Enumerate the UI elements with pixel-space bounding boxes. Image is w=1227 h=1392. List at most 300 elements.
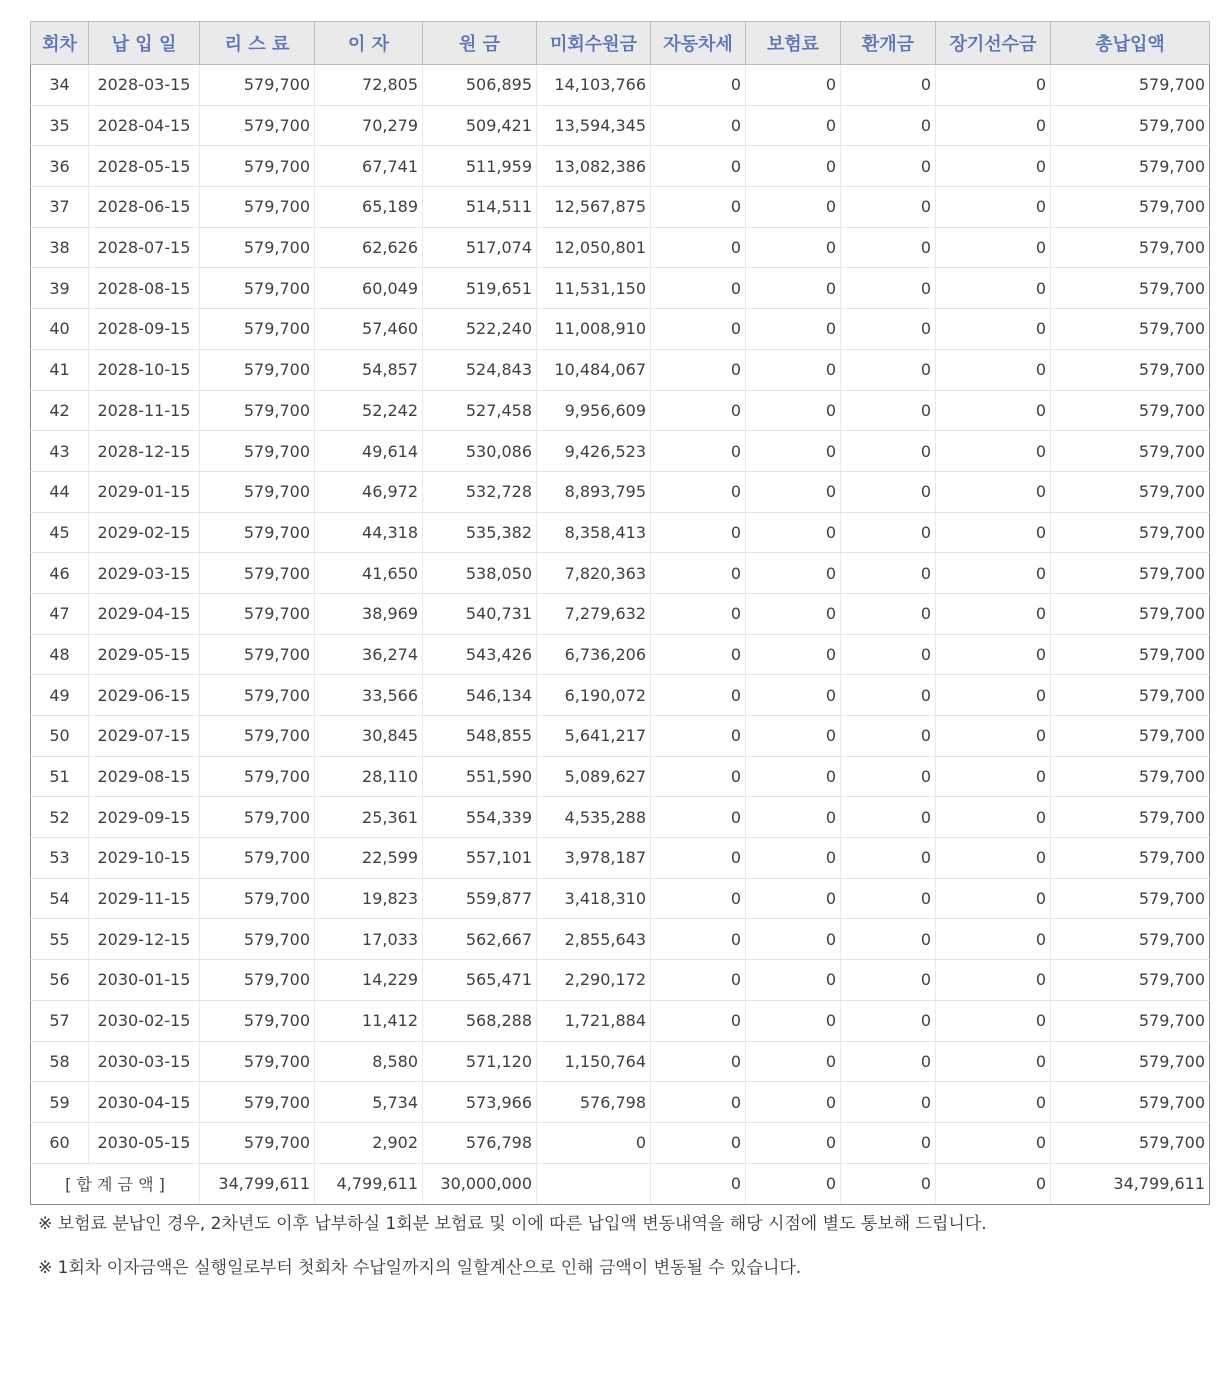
principal-cell: 530,086	[423, 431, 537, 472]
interest-cell: 46,972	[315, 471, 423, 512]
total-payment-cell: 579,700	[1051, 960, 1210, 1001]
total-outstanding	[537, 1163, 651, 1204]
lease-fee-cell: 579,700	[200, 756, 315, 797]
interest-cell: 65,189	[315, 187, 423, 228]
lease-fee-cell: 579,700	[200, 390, 315, 431]
car-tax-cell: 0	[651, 838, 746, 879]
advance-cell: 0	[936, 1122, 1051, 1163]
insurance-cell: 0	[746, 838, 841, 879]
outstanding-cell: 12,567,875	[537, 187, 651, 228]
principal-cell: 546,134	[423, 675, 537, 716]
due-date-cell: 2028-12-15	[89, 431, 200, 472]
table-row	[31, 1122, 1210, 1163]
lease-fee-cell: 579,700	[200, 593, 315, 634]
car-tax-cell: 0	[651, 431, 746, 472]
interest-cell: 49,614	[315, 431, 423, 472]
table-row	[31, 268, 1210, 309]
lease-fee-cell: 579,700	[200, 797, 315, 838]
lease-fee-cell: 579,700	[200, 309, 315, 350]
total-principal: 30,000,000	[423, 1163, 537, 1204]
interest-cell: 8,580	[315, 1041, 423, 1082]
refund-cell: 0	[841, 431, 936, 472]
insurance-cell: 0	[746, 1122, 841, 1163]
car-tax-cell: 0	[651, 309, 746, 350]
due-date-cell: 2029-01-15	[89, 471, 200, 512]
total-payment-cell: 579,700	[1051, 553, 1210, 594]
advance-cell: 0	[936, 105, 1051, 146]
outstanding-cell: 8,893,795	[537, 471, 651, 512]
outstanding-cell: 9,956,609	[537, 390, 651, 431]
lease-fee-cell: 579,700	[200, 512, 315, 553]
insurance-cell: 0	[746, 268, 841, 309]
table-footer	[31, 1163, 1210, 1204]
installment-cell: 51	[31, 756, 89, 797]
column-header: 납 입 일	[89, 22, 200, 65]
total-payment-cell: 579,700	[1051, 390, 1210, 431]
interest-cell: 19,823	[315, 878, 423, 919]
installment-cell: 43	[31, 431, 89, 472]
interest-cell: 36,274	[315, 634, 423, 675]
due-date-cell: 2028-05-15	[89, 146, 200, 187]
refund-cell: 0	[841, 634, 936, 675]
table-row	[31, 431, 1210, 472]
lease-fee-cell: 579,700	[200, 878, 315, 919]
table-header	[31, 22, 1210, 65]
total-payment-cell: 579,700	[1051, 268, 1210, 309]
total-payment-cell: 579,700	[1051, 1041, 1210, 1082]
lease-fee-cell: 579,700	[200, 716, 315, 757]
car-tax-cell: 0	[651, 227, 746, 268]
interest-cell: 72,805	[315, 65, 423, 106]
installment-cell: 38	[31, 227, 89, 268]
total-payment-cell: 579,700	[1051, 146, 1210, 187]
table-row	[31, 1082, 1210, 1123]
refund-cell: 0	[841, 553, 936, 594]
outstanding-cell: 5,641,217	[537, 716, 651, 757]
outstanding-cell: 3,978,187	[537, 838, 651, 879]
due-date-cell: 2029-11-15	[89, 878, 200, 919]
advance-cell: 0	[936, 512, 1051, 553]
car-tax-cell: 0	[651, 390, 746, 431]
lease-fee-cell: 579,700	[200, 1000, 315, 1041]
lease-fee-cell: 579,700	[200, 105, 315, 146]
advance-cell: 0	[936, 756, 1051, 797]
insurance-cell: 0	[746, 431, 841, 472]
principal-cell: 543,426	[423, 634, 537, 675]
lease-fee-cell: 579,700	[200, 838, 315, 879]
installment-cell: 35	[31, 105, 89, 146]
due-date-cell: 2030-02-15	[89, 1000, 200, 1041]
insurance-cell: 0	[746, 227, 841, 268]
refund-cell: 0	[841, 309, 936, 350]
interest-cell: 54,857	[315, 349, 423, 390]
column-header: 원 금	[423, 22, 537, 65]
advance-cell: 0	[936, 838, 1051, 879]
principal-cell: 568,288	[423, 1000, 537, 1041]
insurance-cell: 0	[746, 309, 841, 350]
car-tax-cell: 0	[651, 553, 746, 594]
advance-cell: 0	[936, 1041, 1051, 1082]
outstanding-cell: 12,050,801	[537, 227, 651, 268]
advance-cell: 0	[936, 309, 1051, 350]
outstanding-cell: 4,535,288	[537, 797, 651, 838]
refund-cell: 0	[841, 146, 936, 187]
principal-cell: 532,728	[423, 471, 537, 512]
refund-cell: 0	[841, 268, 936, 309]
outstanding-cell: 8,358,413	[537, 512, 651, 553]
interest-cell: 62,626	[315, 227, 423, 268]
outstanding-cell: 6,736,206	[537, 634, 651, 675]
advance-cell: 0	[936, 797, 1051, 838]
principal-cell: 559,877	[423, 878, 537, 919]
car-tax-cell: 0	[651, 1000, 746, 1041]
outstanding-cell: 9,426,523	[537, 431, 651, 472]
car-tax-cell: 0	[651, 634, 746, 675]
outstanding-cell: 3,418,310	[537, 878, 651, 919]
refund-cell: 0	[841, 593, 936, 634]
lease-fee-cell: 579,700	[200, 146, 315, 187]
installment-cell: 36	[31, 146, 89, 187]
total-payment-cell: 579,700	[1051, 1082, 1210, 1123]
advance-cell: 0	[936, 878, 1051, 919]
car-tax-cell: 0	[651, 146, 746, 187]
outstanding-cell: 5,089,627	[537, 756, 651, 797]
insurance-cell: 0	[746, 105, 841, 146]
principal-cell: 573,966	[423, 1082, 537, 1123]
table-row	[31, 675, 1210, 716]
interest-cell: 57,460	[315, 309, 423, 350]
total-row	[31, 1163, 1210, 1204]
total-payment-cell: 579,700	[1051, 797, 1210, 838]
outstanding-cell: 7,279,632	[537, 593, 651, 634]
advance-cell: 0	[936, 187, 1051, 228]
advance-cell: 0	[936, 390, 1051, 431]
refund-cell: 0	[841, 1000, 936, 1041]
column-header: 이 자	[315, 22, 423, 65]
column-header: 자동차세	[651, 22, 746, 65]
due-date-cell: 2029-07-15	[89, 716, 200, 757]
principal-cell: 524,843	[423, 349, 537, 390]
insurance-cell: 0	[746, 593, 841, 634]
car-tax-cell: 0	[651, 65, 746, 106]
table-row	[31, 634, 1210, 675]
table-row	[31, 1041, 1210, 1082]
principal-cell: 509,421	[423, 105, 537, 146]
total-label: [ 합 계 금 액 ]	[31, 1163, 200, 1204]
interest-cell: 67,741	[315, 146, 423, 187]
advance-cell: 0	[936, 716, 1051, 757]
insurance-cell: 0	[746, 512, 841, 553]
principal-cell: 562,667	[423, 919, 537, 960]
refund-cell: 0	[841, 187, 936, 228]
interest-cell: 28,110	[315, 756, 423, 797]
insurance-cell: 0	[746, 65, 841, 106]
outstanding-cell: 1,150,764	[537, 1041, 651, 1082]
total-payment: 34,799,611	[1051, 1163, 1210, 1204]
table-row	[31, 105, 1210, 146]
advance-cell: 0	[936, 919, 1051, 960]
table-row	[31, 146, 1210, 187]
due-date-cell: 2029-05-15	[89, 634, 200, 675]
refund-cell: 0	[841, 675, 936, 716]
column-header: 미회수원금	[537, 22, 651, 65]
total-payment-cell: 579,700	[1051, 431, 1210, 472]
advance-cell: 0	[936, 227, 1051, 268]
total-payment-cell: 579,700	[1051, 675, 1210, 716]
table-row	[31, 878, 1210, 919]
column-header: 보험료	[746, 22, 841, 65]
car-tax-cell: 0	[651, 797, 746, 838]
interest-cell: 5,734	[315, 1082, 423, 1123]
car-tax-cell: 0	[651, 593, 746, 634]
outstanding-cell: 1,721,884	[537, 1000, 651, 1041]
car-tax-cell: 0	[651, 105, 746, 146]
total-payment-cell: 579,700	[1051, 187, 1210, 228]
total-payment-cell: 579,700	[1051, 349, 1210, 390]
due-date-cell: 2028-11-15	[89, 390, 200, 431]
outstanding-cell: 2,855,643	[537, 919, 651, 960]
refund-cell: 0	[841, 471, 936, 512]
installment-cell: 54	[31, 878, 89, 919]
advance-cell: 0	[936, 675, 1051, 716]
car-tax-cell: 0	[651, 512, 746, 553]
insurance-cell: 0	[746, 919, 841, 960]
total-payment-cell: 579,700	[1051, 512, 1210, 553]
car-tax-cell: 0	[651, 1041, 746, 1082]
interest-cell: 11,412	[315, 1000, 423, 1041]
principal-cell: 538,050	[423, 553, 537, 594]
lease-fee-cell: 579,700	[200, 960, 315, 1001]
refund-cell: 0	[841, 878, 936, 919]
table-row	[31, 512, 1210, 553]
insurance-cell: 0	[746, 390, 841, 431]
installment-cell: 40	[31, 309, 89, 350]
advance-cell: 0	[936, 1082, 1051, 1123]
interest-cell: 33,566	[315, 675, 423, 716]
table-row	[31, 349, 1210, 390]
principal-cell: 519,651	[423, 268, 537, 309]
total-payment-cell: 579,700	[1051, 919, 1210, 960]
table-row	[31, 65, 1210, 106]
due-date-cell: 2029-02-15	[89, 512, 200, 553]
insurance-cell: 0	[746, 675, 841, 716]
installment-cell: 50	[31, 716, 89, 757]
due-date-cell: 2029-03-15	[89, 553, 200, 594]
insurance-cell: 0	[746, 716, 841, 757]
insurance-cell: 0	[746, 187, 841, 228]
principal-cell: 511,959	[423, 146, 537, 187]
lease-fee-cell: 579,700	[200, 65, 315, 106]
due-date-cell: 2029-06-15	[89, 675, 200, 716]
installment-cell: 53	[31, 838, 89, 879]
refund-cell: 0	[841, 919, 936, 960]
installment-cell: 42	[31, 390, 89, 431]
interest-cell: 14,229	[315, 960, 423, 1001]
installment-cell: 41	[31, 349, 89, 390]
interest-cell: 41,650	[315, 553, 423, 594]
lease-fee-cell: 579,700	[200, 634, 315, 675]
insurance-cell: 0	[746, 1041, 841, 1082]
total-payment-cell: 579,700	[1051, 227, 1210, 268]
column-header: 리 스 료	[200, 22, 315, 65]
lease-fee-cell: 579,700	[200, 187, 315, 228]
due-date-cell: 2028-09-15	[89, 309, 200, 350]
outstanding-cell: 11,008,910	[537, 309, 651, 350]
total-lease-fee: 34,799,611	[200, 1163, 315, 1204]
advance-cell: 0	[936, 471, 1051, 512]
insurance-cell: 0	[746, 756, 841, 797]
table-row	[31, 756, 1210, 797]
due-date-cell: 2030-04-15	[89, 1082, 200, 1123]
advance-cell: 0	[936, 349, 1051, 390]
installment-cell: 34	[31, 65, 89, 106]
car-tax-cell: 0	[651, 716, 746, 757]
principal-cell: 557,101	[423, 838, 537, 879]
refund-cell: 0	[841, 960, 936, 1001]
installment-cell: 39	[31, 268, 89, 309]
car-tax-cell: 0	[651, 187, 746, 228]
lease-fee-cell: 579,700	[200, 431, 315, 472]
principal-cell: 522,240	[423, 309, 537, 350]
interest-cell: 30,845	[315, 716, 423, 757]
payment-schedule	[30, 21, 1209, 1205]
insurance-cell: 0	[746, 797, 841, 838]
refund-cell: 0	[841, 1122, 936, 1163]
total-payment-cell: 579,700	[1051, 1000, 1210, 1041]
lease-fee-cell: 579,700	[200, 349, 315, 390]
due-date-cell: 2028-07-15	[89, 227, 200, 268]
header-row	[31, 22, 1210, 65]
due-date-cell: 2028-08-15	[89, 268, 200, 309]
advance-cell: 0	[936, 146, 1051, 187]
table-row	[31, 553, 1210, 594]
due-date-cell: 2030-03-15	[89, 1041, 200, 1082]
due-date-cell: 2030-01-15	[89, 960, 200, 1001]
installment-cell: 48	[31, 634, 89, 675]
outstanding-cell: 6,190,072	[537, 675, 651, 716]
lease-fee-cell: 579,700	[200, 553, 315, 594]
total-refund: 0	[841, 1163, 936, 1204]
total-payment-cell: 579,700	[1051, 105, 1210, 146]
total-payment-cell: 579,700	[1051, 471, 1210, 512]
lease-fee-cell: 579,700	[200, 919, 315, 960]
interest-cell: 44,318	[315, 512, 423, 553]
due-date-cell: 2028-03-15	[89, 65, 200, 106]
advance-cell: 0	[936, 65, 1051, 106]
due-date-cell: 2029-09-15	[89, 797, 200, 838]
column-header: 장기선수금	[936, 22, 1051, 65]
installment-cell: 57	[31, 1000, 89, 1041]
advance-cell: 0	[936, 553, 1051, 594]
insurance-cell: 0	[746, 553, 841, 594]
interest-cell: 17,033	[315, 919, 423, 960]
principal-cell: 554,339	[423, 797, 537, 838]
table-row	[31, 838, 1210, 879]
refund-cell: 0	[841, 756, 936, 797]
interest-cell: 25,361	[315, 797, 423, 838]
table-body	[31, 65, 1210, 1164]
principal-cell: 535,382	[423, 512, 537, 553]
advance-cell: 0	[936, 593, 1051, 634]
outstanding-cell: 2,290,172	[537, 960, 651, 1001]
total-payment-cell: 579,700	[1051, 634, 1210, 675]
insurance-cell: 0	[746, 1082, 841, 1123]
installment-cell: 47	[31, 593, 89, 634]
notes	[38, 1210, 1198, 1298]
due-date-cell: 2029-12-15	[89, 919, 200, 960]
installment-cell: 58	[31, 1041, 89, 1082]
column-header: 회차	[31, 22, 89, 65]
insurance-cell: 0	[746, 349, 841, 390]
installment-cell: 56	[31, 960, 89, 1001]
due-date-cell: 2028-10-15	[89, 349, 200, 390]
installment-cell: 59	[31, 1082, 89, 1123]
refund-cell: 0	[841, 227, 936, 268]
note-insurance: ※ 보험료 분납인 경우, 2차년도 이후 납부하실 1회분 보험료 및 이에 따른 납입액 변동내역을 해당 시점에 별도 통보해 드립니다.	[38, 1214, 987, 1234]
car-tax-cell: 0	[651, 1122, 746, 1163]
insurance-cell: 0	[746, 471, 841, 512]
installment-cell: 44	[31, 471, 89, 512]
advance-cell: 0	[936, 960, 1051, 1001]
total-advance: 0	[936, 1163, 1051, 1204]
interest-cell: 38,969	[315, 593, 423, 634]
outstanding-cell: 0	[537, 1122, 651, 1163]
lease-fee-cell: 579,700	[200, 268, 315, 309]
total-payment-cell: 579,700	[1051, 878, 1210, 919]
lease-fee-cell: 579,700	[200, 227, 315, 268]
principal-cell: 551,590	[423, 756, 537, 797]
principal-cell: 514,511	[423, 187, 537, 228]
installment-cell: 60	[31, 1122, 89, 1163]
refund-cell: 0	[841, 105, 936, 146]
car-tax-cell: 0	[651, 1082, 746, 1123]
principal-cell: 576,798	[423, 1122, 537, 1163]
lease-fee-cell: 579,700	[200, 675, 315, 716]
total-payment-cell: 579,700	[1051, 838, 1210, 879]
outstanding-cell: 14,103,766	[537, 65, 651, 106]
total-insurance: 0	[746, 1163, 841, 1204]
table-row	[31, 797, 1210, 838]
total-payment-cell: 579,700	[1051, 716, 1210, 757]
due-date-cell: 2028-06-15	[89, 187, 200, 228]
interest-cell: 22,599	[315, 838, 423, 879]
due-date-cell: 2029-08-15	[89, 756, 200, 797]
refund-cell: 0	[841, 390, 936, 431]
insurance-cell: 0	[746, 878, 841, 919]
refund-cell: 0	[841, 797, 936, 838]
total-payment-cell: 579,700	[1051, 1122, 1210, 1163]
table-row	[31, 716, 1210, 757]
insurance-cell: 0	[746, 634, 841, 675]
interest-cell: 70,279	[315, 105, 423, 146]
car-tax-cell: 0	[651, 960, 746, 1001]
note-interest: ※ 1회차 이자금액은 실행일로부터 첫회차 수납일까지의 일할계산으로 인해 금액이 변동될 수 있습니다.	[38, 1258, 802, 1278]
interest-cell: 60,049	[315, 268, 423, 309]
outstanding-cell: 13,082,386	[537, 146, 651, 187]
outstanding-cell: 576,798	[537, 1082, 651, 1123]
refund-cell: 0	[841, 1082, 936, 1123]
table-row	[31, 309, 1210, 350]
principal-cell: 540,731	[423, 593, 537, 634]
car-tax-cell: 0	[651, 675, 746, 716]
installment-cell: 52	[31, 797, 89, 838]
refund-cell: 0	[841, 65, 936, 106]
principal-cell: 527,458	[423, 390, 537, 431]
interest-cell: 2,902	[315, 1122, 423, 1163]
installment-cell: 37	[31, 187, 89, 228]
outstanding-cell: 7,820,363	[537, 553, 651, 594]
principal-cell: 506,895	[423, 65, 537, 106]
